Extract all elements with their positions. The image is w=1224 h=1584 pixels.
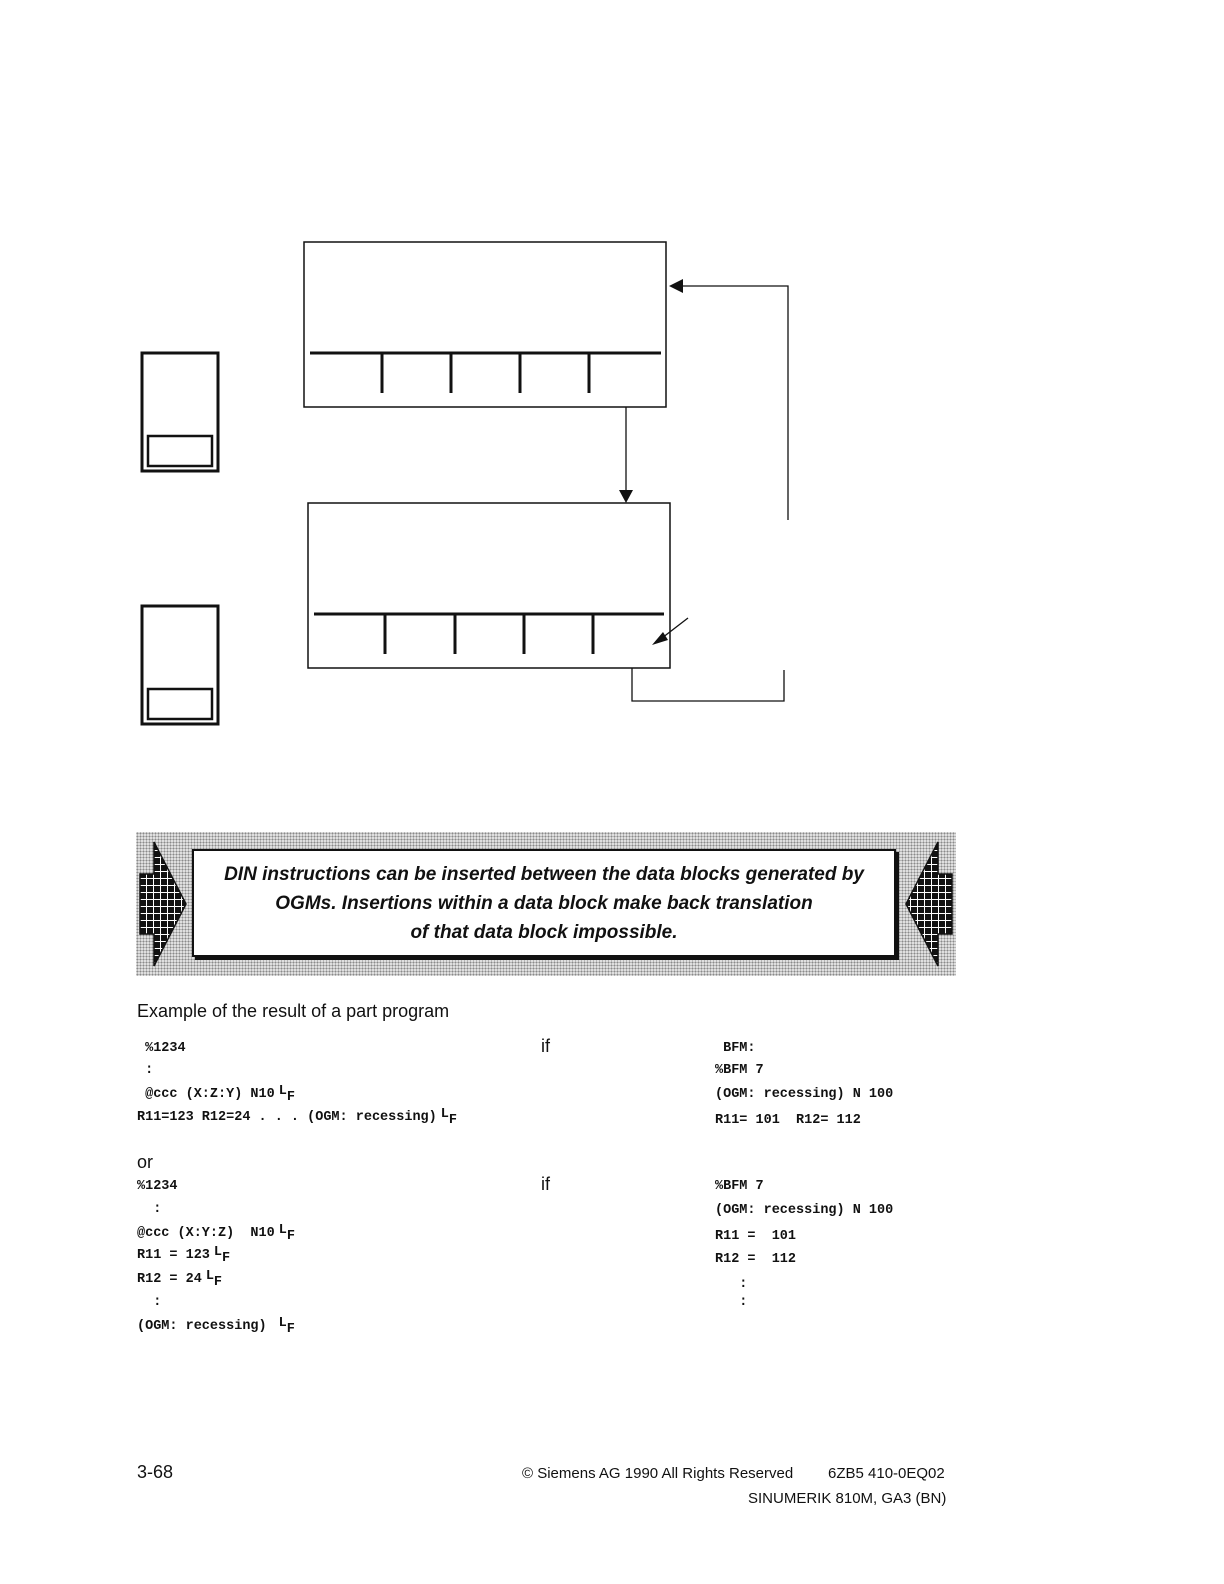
code-line: (OGM: recessing) N 100 <box>715 1203 894 1218</box>
code-line-with-lf: R11 = 123 LF <box>137 1245 231 1266</box>
code-line: %1234 <box>137 1041 186 1056</box>
code-line-with-lf: R11=123 R12=24 . . . (OGM: recessing) LF <box>137 1107 457 1128</box>
code-line: %BFM 7 <box>715 1063 764 1078</box>
code-line: BFM: <box>715 1041 756 1056</box>
code-line: : <box>715 1295 748 1310</box>
code-line: : <box>715 1277 748 1292</box>
code-line-with-lf: @ccc (X:Z:Y) N10 LF <box>137 1084 295 1105</box>
side-key-top <box>142 353 218 471</box>
note-line-2: OGMs. Insertions within a data block make back translation <box>275 892 813 914</box>
note-line-3: of that data block impossible. <box>410 921 678 943</box>
code-line: (OGM: recessing) N 100 <box>715 1087 894 1102</box>
code-line: : <box>137 1063 154 1078</box>
or-label: or <box>137 1152 154 1172</box>
code-line: %BFM 7 <box>715 1179 764 1194</box>
code-line: R11 = 101 <box>715 1229 797 1244</box>
side-key-bottom <box>142 606 218 724</box>
code-line: : <box>137 1202 162 1217</box>
code-line: R12 = 112 <box>715 1252 797 1267</box>
page-number: 3-68 <box>137 1462 174 1482</box>
note-text-box <box>192 849 896 957</box>
arrow-down <box>619 407 633 503</box>
note-arrow-right-icon <box>900 840 956 968</box>
code-line: %1234 <box>137 1179 178 1194</box>
if-label: if <box>541 1174 550 1194</box>
copyright: © Siemens AG 1990 All Rights Reserved <box>522 1465 794 1482</box>
if-label: if <box>541 1036 550 1056</box>
code-line: R11= 101 R12= 112 <box>715 1113 861 1128</box>
product-name: SINUMERIK 810M, GA3 (BN) <box>748 1490 947 1507</box>
code-line-with-lf: @ccc (X:Y:Z) N10 LF <box>137 1223 295 1244</box>
note-arrow-left-icon <box>136 840 192 968</box>
example-caption: Example of the result of a part program <box>137 1001 450 1021</box>
code-line-with-lf: R12 = 24 LF <box>137 1269 223 1290</box>
code-line-with-lf: (OGM: recessing) LF <box>137 1316 295 1337</box>
note-line-1: DIN instructions can be inserted between the data blocks generated by <box>224 863 864 885</box>
code-line: : <box>137 1295 162 1310</box>
display-screen-bottom <box>308 503 670 668</box>
display-screen-top <box>304 242 666 407</box>
doc-number: 6ZB5 410-0EQ02 <box>828 1465 945 1482</box>
